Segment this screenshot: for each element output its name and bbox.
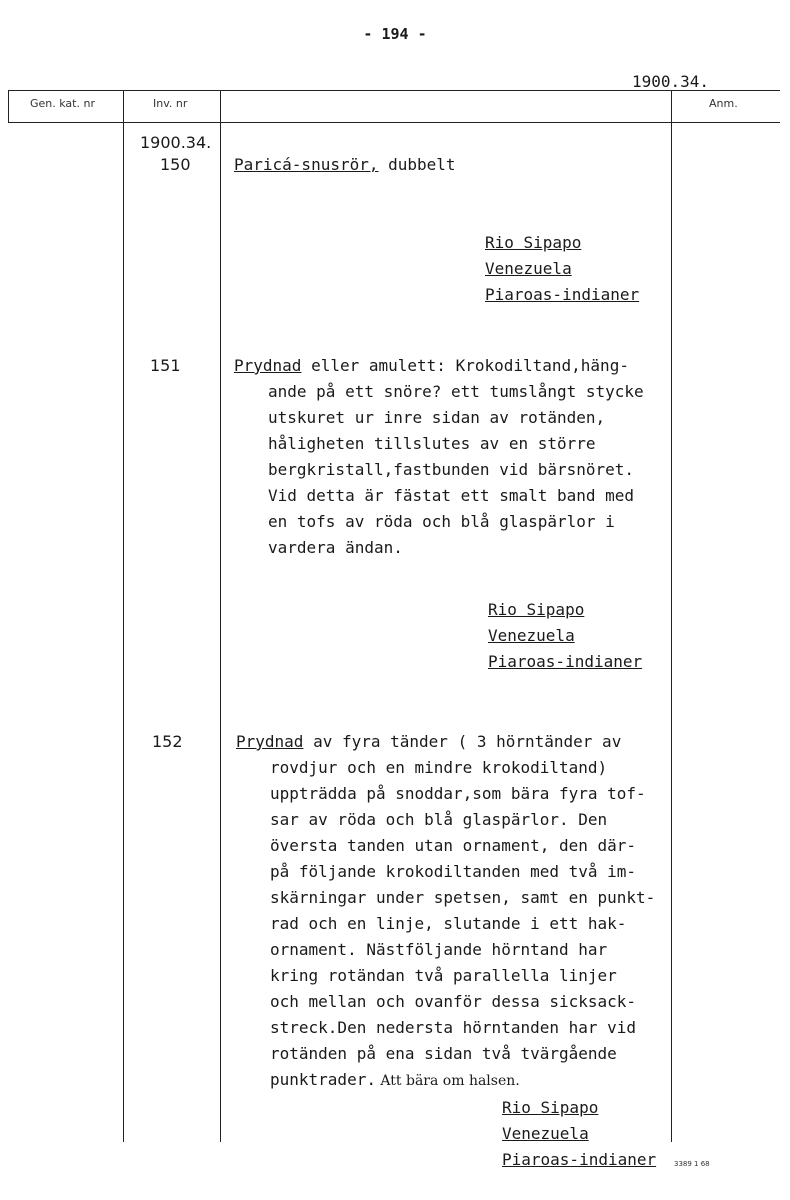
entry-152-origin-river: Rio Sipapo [502, 1098, 599, 1117]
entry-152-line: översta tanden utan ornament, den där- [270, 836, 637, 855]
entry-151-line: håligheten tillslutes av en större [268, 434, 596, 453]
entry-151-origin-river: Rio Sipapo [488, 600, 585, 619]
header-gen-kat-nr: Gen. kat. nr [30, 97, 95, 110]
entry-152-last-line-main: punktrader. [270, 1070, 376, 1089]
entry-152-line: skärningar under spetsen, samt en punkt- [270, 888, 656, 907]
entry-150-title-rest: dubbelt [378, 155, 456, 174]
entry-151-origin-people: Piaroas-indianer [488, 652, 643, 671]
inv-nr-150: 150 [160, 155, 191, 174]
entry-152-line: sar av röda och blå glaspärlor. Den [270, 810, 608, 829]
column-divider-text-anm [671, 90, 672, 1142]
entry-151-line: en tofs av röda och blå glaspärlor i [268, 512, 615, 531]
entry-152-line: kring rotändan två parallella linjer [270, 966, 617, 985]
entry-152-line: ornament. Nästföljande hörntand har [270, 940, 608, 959]
entry-150-origin-country: Venezuela [485, 259, 572, 278]
catalog-reference: 1900.34. [632, 72, 710, 91]
entry-152-origin-country: Venezuela [502, 1124, 589, 1143]
inv-nr-152: 152 [152, 732, 183, 751]
entry-152-line: och mellan och ovanför dessa sicksack- [270, 992, 637, 1011]
entry-152-line: uppträdda på snoddar,som bära fyra tof- [270, 784, 646, 803]
entry-151-title-rest: eller amulett: Krokodiltand,häng- [301, 356, 629, 375]
entry-152-line: på följande krokodiltanden med två im- [270, 862, 637, 881]
entry-152-origin-people: Piaroas-indianer [502, 1150, 657, 1169]
entry-151-line: ande på ett snöre? ett tumslångt stycke [268, 382, 644, 401]
entry-150-title [234, 155, 456, 174]
entry-150-origin-river: Rio Sipapo [485, 233, 582, 252]
entry-150-object-name: Paricá-snusrör, [234, 155, 379, 174]
entry-152-line: rovdjur och en mindre krokodiltand) [270, 758, 608, 777]
entry-151-origin-country: Venezuela [488, 626, 575, 645]
entry-151-object-name: Prydnad [234, 356, 302, 375]
entry-152-line: rotänden på ena sidan två tvärgående [270, 1044, 617, 1063]
entry-151-line: vardera ändan. [268, 538, 403, 557]
entry-152-last-line [270, 1070, 520, 1089]
entry-152-last-line-note: Att bära om halsen. [375, 1073, 520, 1089]
entry-151-line: Vid detta är fästat ett smalt band med [268, 486, 635, 505]
header-anm: Anm. [709, 97, 738, 110]
entry-150-origin-people: Piaroas-indianer [485, 285, 640, 304]
printer-mark: 3389 1 68 [674, 1160, 710, 1168]
entry-151-line: bergkristall,fastbunden vid bärsnöret. [268, 460, 635, 479]
entry-152-line: streck.Den nedersta hörntanden har vid [270, 1018, 637, 1037]
entry-152-title [236, 732, 621, 751]
inv-nr-151: 151 [150, 356, 181, 375]
entry-152-line: rad och en linje, slutande i ett hak- [270, 914, 627, 933]
collection-number: 1900.34. [140, 133, 212, 152]
page-number: - 194 - [363, 25, 427, 43]
header-inv-nr: Inv. nr [153, 97, 188, 110]
left-border [8, 90, 9, 122]
column-divider-gen-inv [123, 90, 124, 1142]
column-divider-inv-text [220, 90, 221, 1142]
entry-152-object-name: Prydnad [236, 732, 304, 751]
entry-151-title [234, 356, 629, 375]
entry-152-title-rest: av fyra tänder ( 3 hörntänder av [303, 732, 622, 751]
entry-151-line: utskuret ur inre sidan av rotänden, [268, 408, 606, 427]
